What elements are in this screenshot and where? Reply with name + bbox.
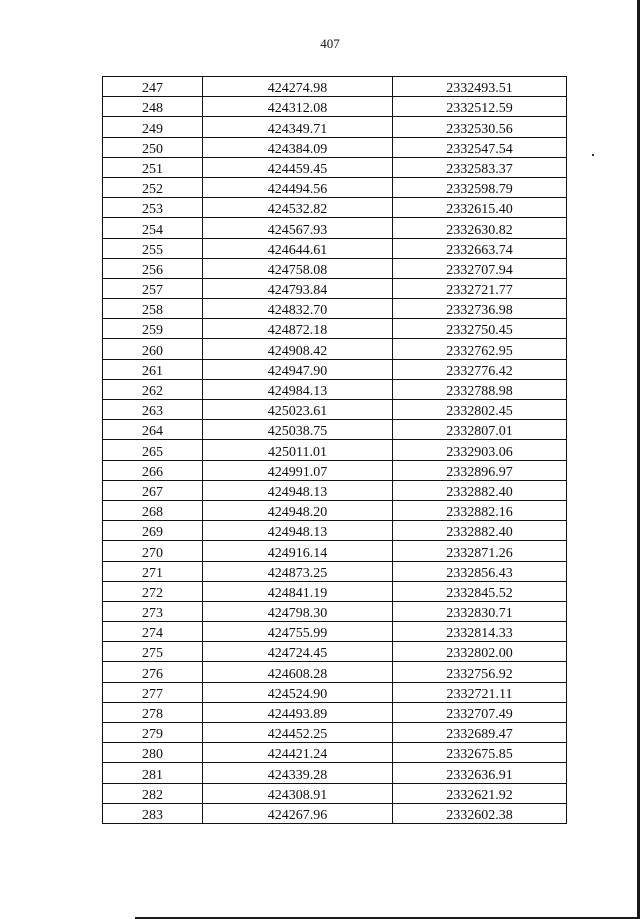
x-coordinate-cell: 425038.75 (203, 420, 393, 440)
x-coordinate-cell: 424724.45 (203, 642, 393, 662)
y-coordinate-cell: 2332630.82 (393, 218, 567, 238)
table-row (103, 319, 567, 339)
x-coordinate-cell: 424948.20 (203, 500, 393, 520)
table-row (103, 541, 567, 561)
x-coordinate-cell: 424384.09 (203, 137, 393, 157)
x-coordinate-cell: 424947.90 (203, 359, 393, 379)
point-number-cell: 279 (103, 723, 203, 743)
table-row (103, 198, 567, 218)
scan-speck (592, 154, 594, 156)
point-number-cell: 260 (103, 339, 203, 359)
point-number-cell: 274 (103, 622, 203, 642)
page-number: 407 (320, 36, 340, 51)
table-row (103, 157, 567, 177)
table-row (103, 117, 567, 137)
table-row (103, 238, 567, 258)
point-number-cell: 248 (103, 97, 203, 117)
table-row (103, 622, 567, 642)
y-coordinate-cell: 2332547.54 (393, 137, 567, 157)
table-row (103, 763, 567, 783)
y-coordinate-cell: 2332530.56 (393, 117, 567, 137)
table-row (103, 440, 567, 460)
x-coordinate-cell: 424841.19 (203, 581, 393, 601)
x-coordinate-cell: 424274.98 (203, 77, 393, 97)
table-row (103, 480, 567, 500)
table-row (103, 601, 567, 621)
point-number-cell: 271 (103, 561, 203, 581)
table-row (103, 662, 567, 682)
table-row (103, 339, 567, 359)
x-coordinate-cell: 424798.30 (203, 601, 393, 621)
x-coordinate-cell: 424916.14 (203, 541, 393, 561)
y-coordinate-cell: 2332896.97 (393, 460, 567, 480)
table-row (103, 682, 567, 702)
point-number-cell: 281 (103, 763, 203, 783)
y-coordinate-cell: 2332807.01 (393, 420, 567, 440)
table-row (103, 177, 567, 197)
y-coordinate-cell: 2332882.40 (393, 480, 567, 500)
coordinates-table (102, 76, 567, 824)
point-number-cell: 265 (103, 440, 203, 460)
y-coordinate-cell: 2332856.43 (393, 561, 567, 581)
y-coordinate-cell: 2332707.49 (393, 702, 567, 722)
x-coordinate-cell: 424873.25 (203, 561, 393, 581)
coordinates-table-body (103, 77, 567, 824)
point-number-cell: 257 (103, 278, 203, 298)
y-coordinate-cell: 2332721.77 (393, 278, 567, 298)
x-coordinate-cell: 424524.90 (203, 682, 393, 702)
point-number-cell: 282 (103, 783, 203, 803)
table-row (103, 359, 567, 379)
point-number-cell: 264 (103, 420, 203, 440)
y-coordinate-cell: 2332814.33 (393, 622, 567, 642)
table-row (103, 561, 567, 581)
table-row (103, 460, 567, 480)
point-number-cell: 252 (103, 177, 203, 197)
y-coordinate-cell: 2332871.26 (393, 541, 567, 561)
y-coordinate-cell: 2332512.59 (393, 97, 567, 117)
y-coordinate-cell: 2332802.45 (393, 400, 567, 420)
point-number-cell: 255 (103, 238, 203, 258)
x-coordinate-cell: 424758.08 (203, 258, 393, 278)
x-coordinate-cell: 424644.61 (203, 238, 393, 258)
y-coordinate-cell: 2332845.52 (393, 581, 567, 601)
table-row (103, 278, 567, 298)
point-number-cell: 256 (103, 258, 203, 278)
x-coordinate-cell: 424494.56 (203, 177, 393, 197)
table-row (103, 218, 567, 238)
x-coordinate-cell: 424872.18 (203, 319, 393, 339)
y-coordinate-cell: 2332583.37 (393, 157, 567, 177)
y-coordinate-cell: 2332830.71 (393, 601, 567, 621)
point-number-cell: 258 (103, 299, 203, 319)
table-row (103, 723, 567, 743)
x-coordinate-cell: 424267.96 (203, 803, 393, 823)
x-coordinate-cell: 425023.61 (203, 400, 393, 420)
y-coordinate-cell: 2332756.92 (393, 662, 567, 682)
x-coordinate-cell: 424459.45 (203, 157, 393, 177)
y-coordinate-cell: 2332776.42 (393, 359, 567, 379)
table-row (103, 379, 567, 399)
point-number-cell: 251 (103, 157, 203, 177)
x-coordinate-cell: 425011.01 (203, 440, 393, 460)
x-coordinate-cell: 424793.84 (203, 278, 393, 298)
y-coordinate-cell: 2332675.85 (393, 743, 567, 763)
table-row (103, 299, 567, 319)
y-coordinate-cell: 2332802.00 (393, 642, 567, 662)
point-number-cell: 273 (103, 601, 203, 621)
table-row (103, 420, 567, 440)
y-coordinate-cell: 2332721.11 (393, 682, 567, 702)
x-coordinate-cell: 424421.24 (203, 743, 393, 763)
y-coordinate-cell: 2332602.38 (393, 803, 567, 823)
y-coordinate-cell: 2332636.91 (393, 763, 567, 783)
point-number-cell: 280 (103, 743, 203, 763)
table-row (103, 803, 567, 823)
y-coordinate-cell: 2332903.06 (393, 440, 567, 460)
x-coordinate-cell: 424493.89 (203, 702, 393, 722)
y-coordinate-cell: 2332736.98 (393, 299, 567, 319)
point-number-cell: 269 (103, 521, 203, 541)
point-number-cell: 249 (103, 117, 203, 137)
point-number-cell: 268 (103, 500, 203, 520)
y-coordinate-cell: 2332882.40 (393, 521, 567, 541)
x-coordinate-cell: 424832.70 (203, 299, 393, 319)
x-coordinate-cell: 424608.28 (203, 662, 393, 682)
y-coordinate-cell: 2332788.98 (393, 379, 567, 399)
point-number-cell: 261 (103, 359, 203, 379)
x-coordinate-cell: 424567.93 (203, 218, 393, 238)
x-coordinate-cell: 424991.07 (203, 460, 393, 480)
x-coordinate-cell: 424339.28 (203, 763, 393, 783)
point-number-cell: 247 (103, 77, 203, 97)
point-number-cell: 270 (103, 541, 203, 561)
y-coordinate-cell: 2332882.16 (393, 500, 567, 520)
x-coordinate-cell: 424312.08 (203, 97, 393, 117)
table-row (103, 702, 567, 722)
point-number-cell: 278 (103, 702, 203, 722)
point-number-cell: 276 (103, 662, 203, 682)
table-row (103, 500, 567, 520)
x-coordinate-cell: 424532.82 (203, 198, 393, 218)
table-row (103, 97, 567, 117)
point-number-cell: 263 (103, 400, 203, 420)
point-number-cell: 266 (103, 460, 203, 480)
table-row (103, 400, 567, 420)
y-coordinate-cell: 2332750.45 (393, 319, 567, 339)
x-coordinate-cell: 424948.13 (203, 480, 393, 500)
y-coordinate-cell: 2332598.79 (393, 177, 567, 197)
x-coordinate-cell: 424755.99 (203, 622, 393, 642)
table-row (103, 743, 567, 763)
table-row (103, 521, 567, 541)
table-row (103, 137, 567, 157)
y-coordinate-cell: 2332762.95 (393, 339, 567, 359)
point-number-cell: 277 (103, 682, 203, 702)
x-coordinate-cell: 424984.13 (203, 379, 393, 399)
y-coordinate-cell: 2332493.51 (393, 77, 567, 97)
point-number-cell: 262 (103, 379, 203, 399)
point-number-cell: 259 (103, 319, 203, 339)
y-coordinate-cell: 2332689.47 (393, 723, 567, 743)
table-row (103, 77, 567, 97)
x-coordinate-cell: 424349.71 (203, 117, 393, 137)
y-coordinate-cell: 2332621.92 (393, 783, 567, 803)
x-coordinate-cell: 424948.13 (203, 521, 393, 541)
table-row (103, 258, 567, 278)
x-coordinate-cell: 424308.91 (203, 783, 393, 803)
y-coordinate-cell: 2332663.74 (393, 238, 567, 258)
point-number-cell: 275 (103, 642, 203, 662)
table-row (103, 783, 567, 803)
x-coordinate-cell: 424452.25 (203, 723, 393, 743)
point-number-cell: 283 (103, 803, 203, 823)
point-number-cell: 253 (103, 198, 203, 218)
y-coordinate-cell: 2332707.94 (393, 258, 567, 278)
table-row (103, 581, 567, 601)
table-row (103, 642, 567, 662)
point-number-cell: 272 (103, 581, 203, 601)
point-number-cell: 254 (103, 218, 203, 238)
x-coordinate-cell: 424908.42 (203, 339, 393, 359)
y-coordinate-cell: 2332615.40 (393, 198, 567, 218)
point-number-cell: 250 (103, 137, 203, 157)
point-number-cell: 267 (103, 480, 203, 500)
